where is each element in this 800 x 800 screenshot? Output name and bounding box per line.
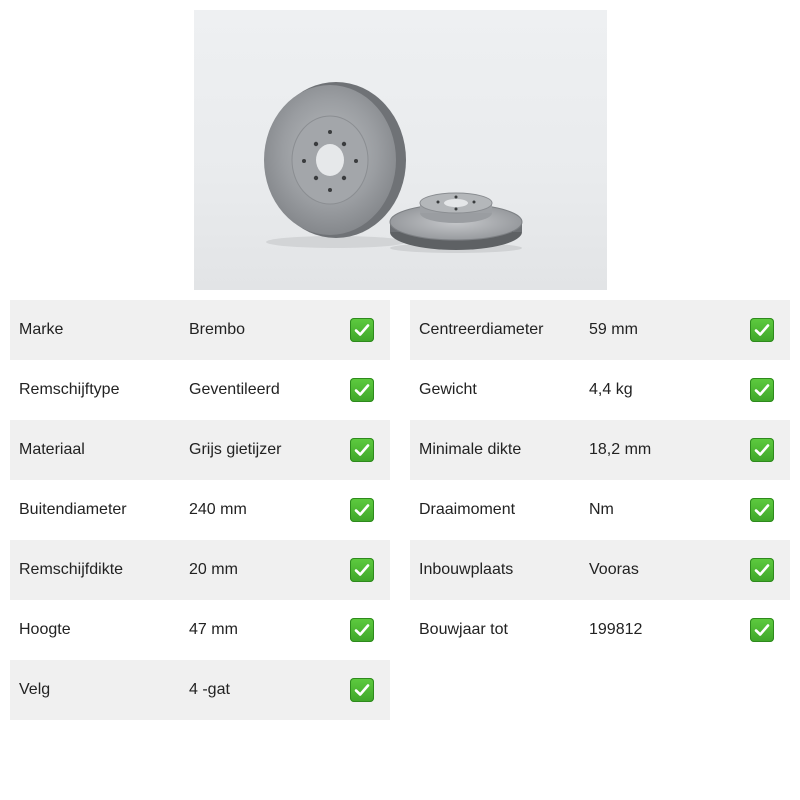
- spec-row-velg: [10, 660, 390, 720]
- spec-label: Buitendiameter: [19, 501, 127, 518]
- spec-label: Bouwjaar tot: [419, 621, 508, 638]
- spec-row-remschijfdikte: [10, 540, 390, 600]
- spec-row-marke: [10, 300, 390, 360]
- spec-value: 240 mm: [189, 501, 247, 518]
- spec-value: 47 mm: [189, 621, 238, 638]
- check-icon: [350, 678, 374, 702]
- spec-value: 20 mm: [189, 561, 238, 578]
- spec-label: Remschijfdikte: [19, 561, 124, 578]
- spec-label: Minimale dikte: [419, 441, 522, 458]
- spec-row-minimale-dikte: [410, 420, 790, 480]
- check-icon: [750, 438, 774, 462]
- spec-row-materiaal: [10, 420, 390, 480]
- spec-value: Brembo: [189, 321, 246, 338]
- check-icon: [350, 498, 374, 522]
- spec-value: Vooras: [589, 561, 639, 578]
- spec-label: Draaimoment: [419, 501, 516, 518]
- check-icon: [750, 618, 774, 642]
- spec-value: 4 -gat: [189, 681, 230, 698]
- spec-value: Nm: [589, 501, 614, 518]
- spec-label: Marke: [19, 321, 64, 338]
- spec-value: Geventileerd: [189, 381, 280, 398]
- check-icon: [750, 318, 774, 342]
- spec-value: Grijs gietijzer: [189, 441, 282, 458]
- spec-label: Hoogte: [19, 621, 71, 638]
- spec-label: Inbouwplaats: [419, 561, 514, 578]
- check-icon: [350, 558, 374, 582]
- check-icon: [750, 558, 774, 582]
- spec-row-draaimoment: [410, 480, 790, 540]
- spec-label: Gewicht: [419, 381, 477, 398]
- check-icon: [350, 378, 374, 402]
- spec-row-remschijftype: [10, 360, 390, 420]
- spec-value: 59 mm: [589, 321, 638, 338]
- check-icon: [350, 438, 374, 462]
- check-icon: [350, 318, 374, 342]
- specs-right-column: [410, 300, 790, 660]
- spec-row-bouwjaar-tot: [410, 600, 790, 660]
- spec-row-buitendiameter: [10, 480, 390, 540]
- spec-label: Velg: [19, 681, 51, 698]
- brake-discs-photo-icon: [194, 10, 607, 290]
- spec-label: Remschijftype: [19, 381, 120, 398]
- spec-value: 18,2 mm: [589, 441, 652, 458]
- spec-row-gewicht: [410, 360, 790, 420]
- spec-row-hoogte: [10, 600, 390, 660]
- spec-value: 199812: [589, 621, 643, 638]
- product-photo: [194, 10, 607, 290]
- check-icon: [750, 498, 774, 522]
- check-icon: [350, 618, 374, 642]
- check-icon: [750, 378, 774, 402]
- spec-row-inbouwplaats: [410, 540, 790, 600]
- specs-left-column: [10, 300, 390, 720]
- spec-label: Materiaal: [19, 441, 85, 458]
- spec-row-centreerdiameter: [410, 300, 790, 360]
- spec-label: Centreerdiameter: [419, 321, 544, 338]
- spec-value: 4,4 kg: [589, 381, 633, 398]
